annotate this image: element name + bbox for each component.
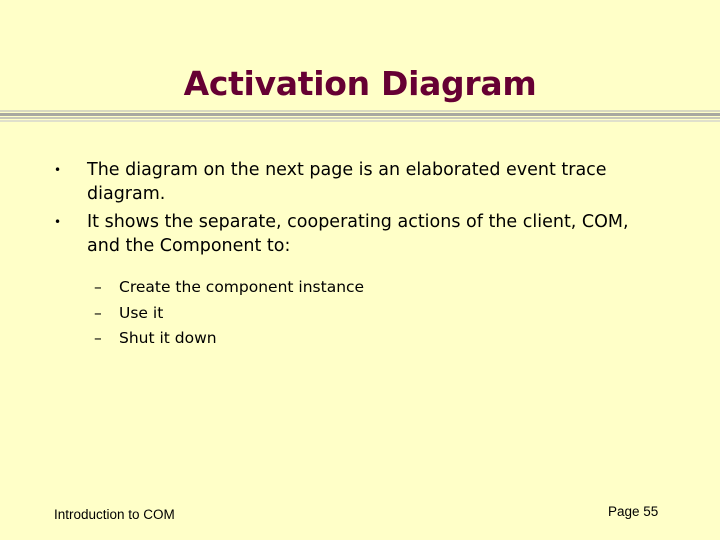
sub-bullet-text: Create the component instance bbox=[119, 278, 365, 296]
bullet-item bbox=[54, 158, 664, 206]
sub-bullet-item bbox=[94, 326, 664, 352]
footer-page-number: Page 55 bbox=[608, 504, 659, 519]
sub-bullet-list bbox=[54, 275, 664, 352]
bullet-dot-icon: • bbox=[54, 163, 62, 177]
bullet-text: The diagram on the next page is an elaborated event trace diagram. bbox=[87, 160, 607, 204]
bullet-text: It shows the separate, cooperating actions of the client, COM, and the Component to: bbox=[87, 212, 629, 256]
dash-icon: – bbox=[94, 278, 102, 296]
sub-bullet-text: Shut it down bbox=[119, 329, 217, 347]
dash-icon: – bbox=[94, 329, 102, 347]
slide-title: Activation Diagram bbox=[183, 64, 537, 103]
footer-course-title: Introduction to COM bbox=[54, 507, 175, 522]
sub-bullet-item bbox=[94, 275, 664, 301]
sub-bullet-text: Use it bbox=[119, 303, 164, 322]
sub-bullet-item bbox=[94, 301, 664, 327]
title-divider bbox=[0, 110, 720, 124]
slide-content bbox=[54, 158, 664, 352]
bullet-item bbox=[54, 210, 664, 258]
dash-icon: – bbox=[94, 303, 102, 322]
bullet-dot-icon: • bbox=[54, 215, 62, 229]
